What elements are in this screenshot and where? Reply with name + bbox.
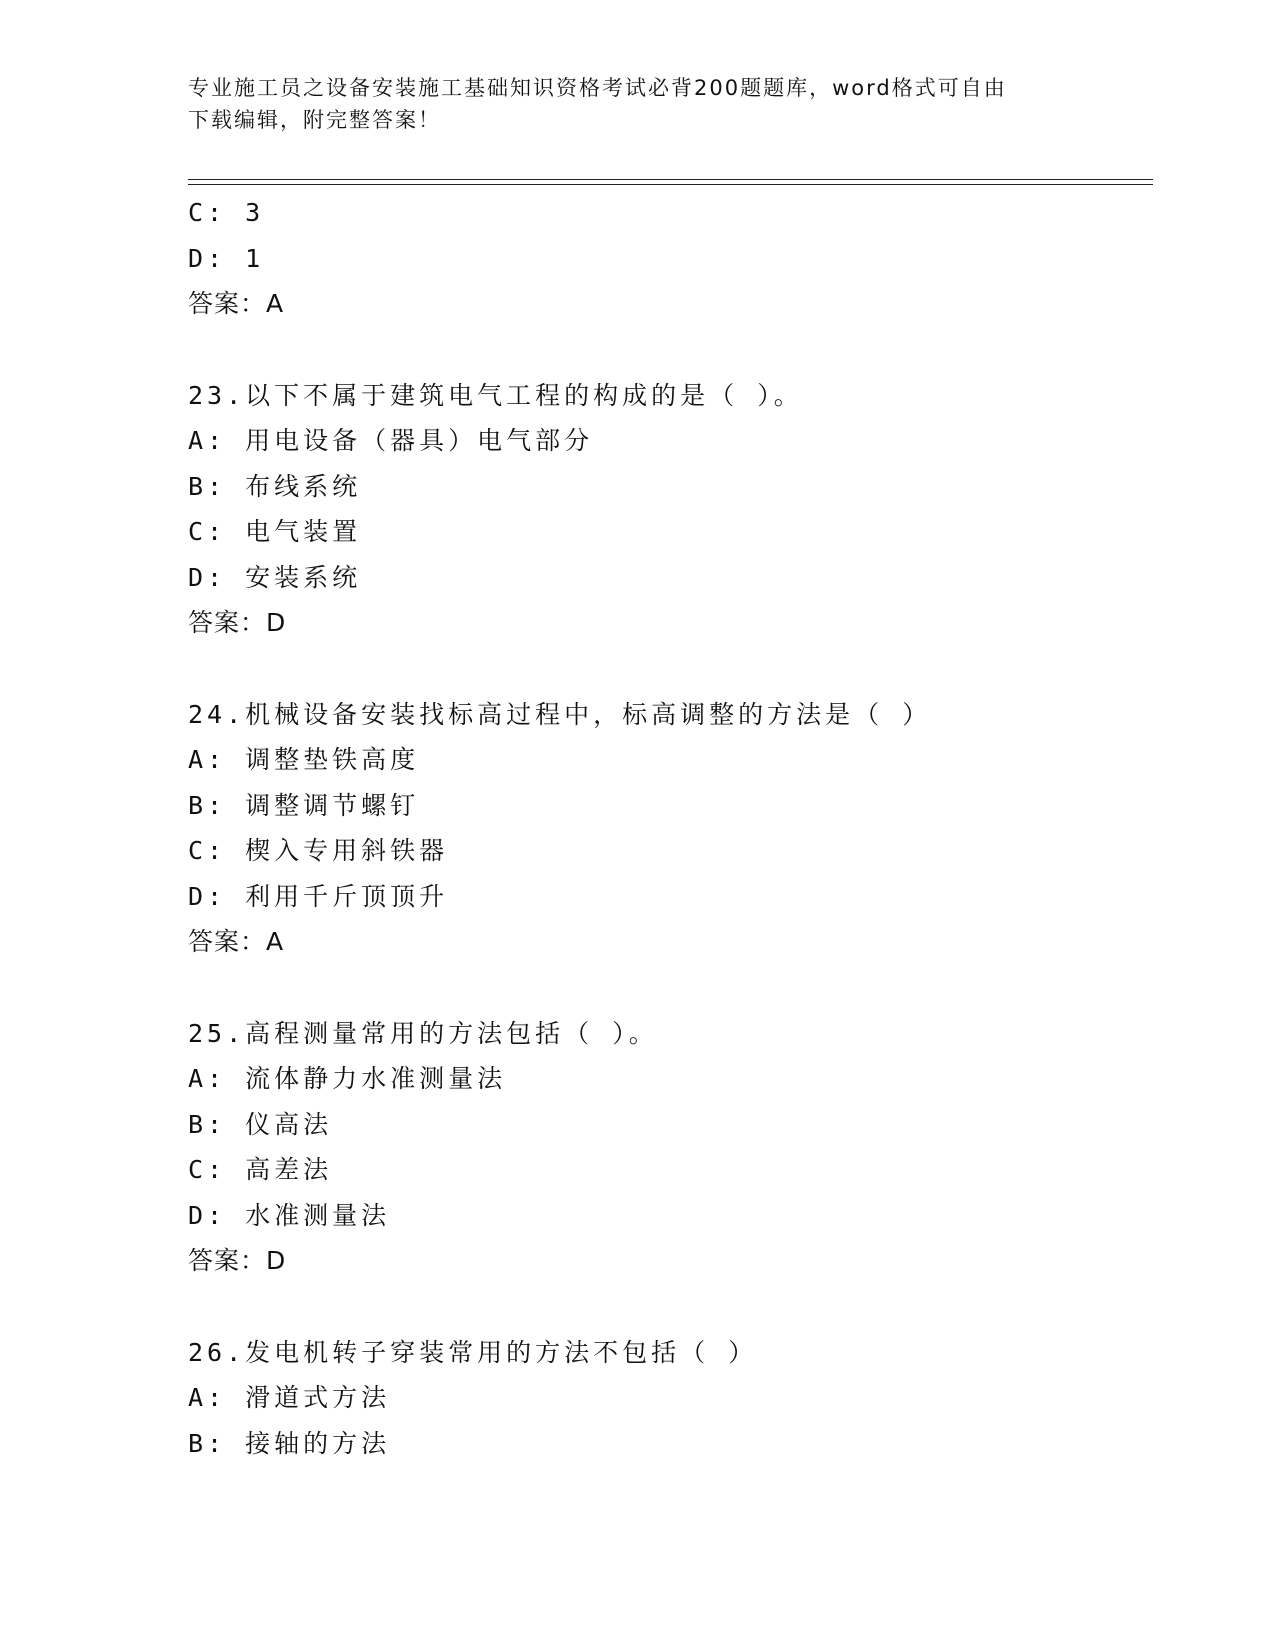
header-line-2: 下载编辑，附完整答案！: [188, 108, 441, 132]
option-b: B: 接轴的方法: [188, 1428, 391, 1458]
question-list: [188, 190, 1153, 1466]
question-26: [188, 1330, 1153, 1467]
question-23: [188, 373, 1153, 646]
option-c: C: 电气装置: [188, 517, 362, 546]
option-a: A: 流体静力水准测量法: [188, 1064, 507, 1093]
question-24: [188, 692, 1153, 965]
answer: 答案：A: [188, 927, 285, 956]
header-divider-top: [188, 179, 1153, 180]
spacer: [188, 1284, 1153, 1330]
answer: 答案：A: [188, 289, 285, 318]
option-d: D: 安装系统: [188, 562, 362, 592]
header-line-1: 专业施工员之设备安装施工基础知识资格考试必背200题题库，word格式可自由: [188, 76, 1007, 100]
option-a: A: 调整垫铁高度: [188, 745, 420, 774]
option-a: A: 用电设备（器具）电气部分: [188, 426, 594, 455]
question-text: 23.以下不属于建筑电气工程的构成的是（ ）。: [188, 380, 803, 410]
document-header: [188, 72, 1078, 136]
option-c: C: 楔入专用斜铁器: [188, 836, 449, 865]
option-c: C: 3: [188, 198, 265, 227]
question-text: 25.高程测量常用的方法包括（ ）。: [188, 1018, 658, 1048]
question-22-tail: [188, 190, 1153, 327]
spacer: [188, 646, 1153, 692]
option-d: D: 水准测量法: [188, 1200, 391, 1230]
option-d: D: 利用千斤顶顶升: [188, 881, 449, 911]
option-b: B: 布线系统: [188, 471, 362, 501]
option-c: C: 高差法: [188, 1155, 333, 1184]
question-text: 26.发电机转子穿装常用的方法不包括（ ）: [188, 1337, 758, 1367]
question-text: 24.机械设备安装找标高过程中，标高调整的方法是（ ）: [188, 699, 932, 729]
question-25: [188, 1011, 1153, 1284]
spacer: [188, 327, 1153, 373]
answer: 答案：D: [188, 1246, 287, 1275]
option-a: A: 滑道式方法: [188, 1383, 391, 1412]
answer: 答案：D: [188, 608, 287, 637]
spacer: [188, 965, 1153, 1011]
option-b: B: 仪高法: [188, 1109, 333, 1139]
header-divider-bottom: [188, 184, 1153, 185]
option-d: D: 1: [188, 243, 265, 273]
option-b: B: 调整调节螺钉: [188, 790, 420, 820]
